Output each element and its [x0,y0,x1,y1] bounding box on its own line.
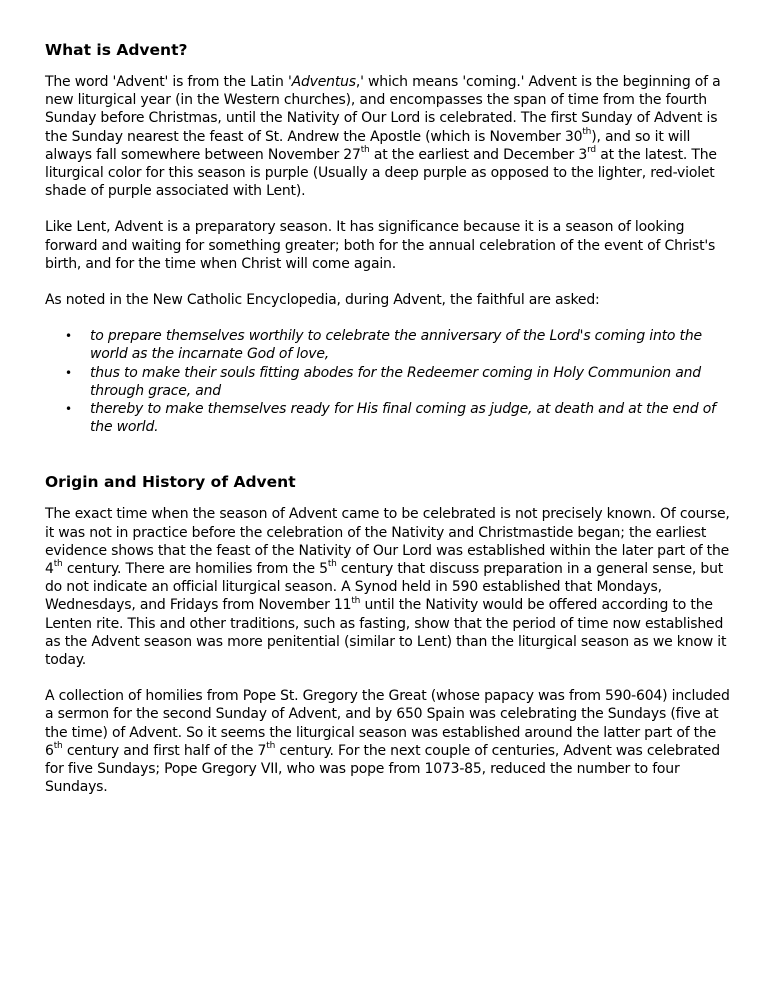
list-item: • thus to make their souls fitting abodes for the Redeemer coming in Holy Communion and through grace, and [65,364,701,399]
paragraph-origin: The exact time when the season of Advent came to be celebrated is not precisely known. Of course, it was not in practice before the celebration of the Nativity and Christmastide began; the earliest evidence shows that the feast of the Nativity of Our Lord was established within the later part of the 4th century. There are homilies from the 5th century that discuss preparation in a general sense, but do not indicate an official liturgical season. A Synod held in 590 established that Mondays, Wednesdays, and Fridays from November 11th until the Nativity would be offered according to the Lenten rite. This and other traditions, such as fasting, show that the period of time now established as the Advent season was more penitential (similar to Lent) than the liturgical season as we know it today. [45,506,730,669]
latin-term: Adventus [291,74,356,90]
document-page [45,40,730,797]
list-item: • thereby to make themselves ready for His final coming as judge, at death and at the end of the world. [65,401,716,436]
faithful-asked-list [45,327,730,436]
paragraph-preparatory-season: Like Lent, Advent is a preparatory season. It has significance because it is a season of looking forward and waiting for something greater; both for the annual celebration of the event of Christ's birth, and for the time when Christ will come again. [45,219,716,272]
list-item: • to prepare themselves worthily to celebrate the anniversary of the Lord's coming into the world as the incarnate God of love, [65,328,702,363]
section-heading-what-is-advent: What is Advent? [45,41,188,59]
section-heading-origin-history: Origin and History of Advent [45,473,296,492]
bullet-icon: • [65,402,72,417]
bullet-icon: • [65,329,72,344]
bullet-icon: • [65,365,72,380]
paragraph-advent-definition: The word 'Advent' is from the Latin 'Adventus,' which means 'coming.' Advent is the beginning of a new liturgical year (in the Western churches), and encompasses the span of time from the fourth Sunday before Christmas, until the Nativity of Our Lord is celebrated. The first Sunday of Advent is the Sunday nearest the feast of St. Andrew the Apostle (which is November 30th), and so it will always fall somewhere between November 27th at the earliest and December 3rd at the latest. The liturgical color for this season is purple (Usually a deep purple as opposed to the lighter, red-violet shade of purple associated with Lent). [45,74,721,200]
paragraph-encyclopedia-intro: As noted in the New Catholic Encyclopedia, during Advent, the faithful are asked: [45,292,600,309]
paragraph-gregory-homilies: A collection of homilies from Pope St. Gregory the Great (whose papacy was from 590-604) included a sermon for the second Sunday of Advent, and by 650 Spain was celebrating the Sundays (five at the time) of Advent. So it seems the liturgical season was established around the latter part of the 6th century and first half of the 7th century. For the next couple of centuries, Advent was celebrated for five Sundays; Pope Gregory VII, who was pope from 1073-85, reduced the number to four Sundays. [45,688,730,796]
